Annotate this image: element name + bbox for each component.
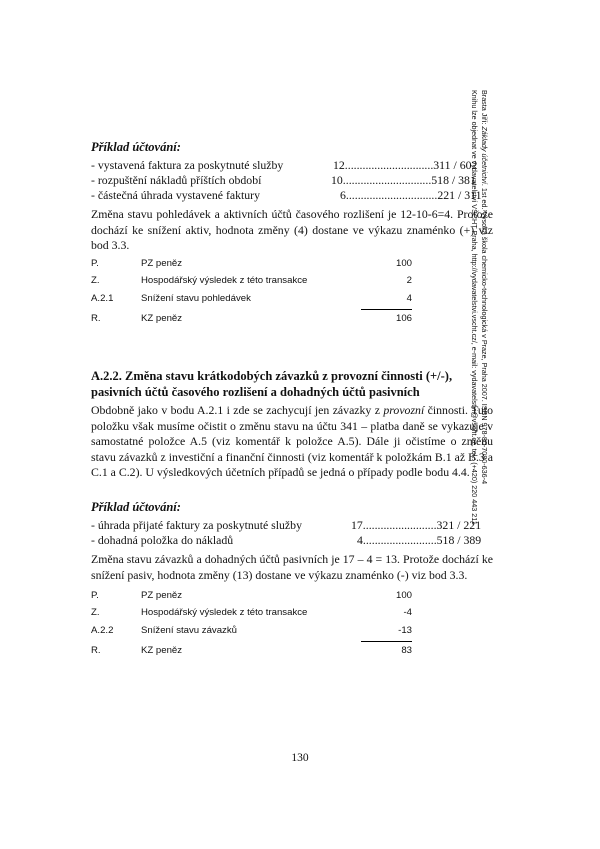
- paragraph-emphasis: provozní: [383, 403, 425, 417]
- citation-title: Základy účetnictví: [480, 126, 489, 184]
- entry-dots: ..............................: [344, 158, 434, 172]
- citation-publisher: . 1st ed. Vysoká škola chemicko-technologická v Praze, Praha 2007. ISBN 978-80-7080-636-4: [480, 183, 489, 485]
- row-value: 106: [395, 313, 412, 324]
- entry-accounts: 321 / 221: [436, 518, 482, 532]
- row-code: P.: [91, 590, 99, 601]
- example2-entry-1-ledger: [351, 518, 481, 533]
- row-description: KZ peněz: [141, 313, 183, 324]
- example1-entry-1-text: - vystavená faktura za poskytnuté služby: [91, 158, 284, 172]
- example2-entry-2-ledger: [357, 533, 481, 548]
- citation-line-1: [479, 90, 489, 525]
- entry-dots: .........................: [362, 518, 437, 532]
- row-value: 83: [401, 645, 412, 656]
- example1-entry-1-ledger: [333, 158, 477, 173]
- sum-rule: [361, 309, 412, 310]
- row-description: Snížení stavu závazků: [141, 625, 237, 636]
- example1-entry-2-text: - rozpuštění nákladů příštích období: [91, 173, 262, 187]
- entry-dots: ...............................: [345, 188, 438, 202]
- example1-entry-2-ledger: [331, 173, 476, 188]
- entry-accounts: 518 / 381: [431, 173, 476, 187]
- row-value: 4: [406, 293, 412, 304]
- example1-paragraph: Změna stavu pohledávek a aktivních účtů časového rozlišení je 12-10-6=4. Protože dochází ke snížení aktiv, hodnota změny (4) dostane ve výkazu znaménko (+) viz bod 3.3.: [91, 207, 493, 252]
- row-value: 100: [395, 590, 412, 601]
- entry-amount: 12: [333, 158, 345, 172]
- entry-dots: .........................: [362, 533, 437, 547]
- row-description: Snížení stavu pohledávek: [141, 293, 251, 304]
- entry-amount: 17: [351, 518, 363, 532]
- row-value: 100: [395, 258, 412, 269]
- sum-rule: [361, 641, 412, 642]
- row-description: Hospodářský výsledek z této transakce: [141, 607, 308, 618]
- page-number: 130: [291, 752, 309, 764]
- example2-cashflow-table: [91, 590, 412, 660]
- row-description: Hospodářský výsledek z této transakce: [141, 275, 308, 286]
- example1-heading: Příklad účtování:: [91, 140, 181, 154]
- table-row: [91, 625, 412, 639]
- row-code: R.: [91, 645, 101, 656]
- row-description: PZ peněz: [141, 590, 183, 601]
- citation-line-2: Knihu lze objednat ve vydavatelství VŠCHT Praha, http://vydavatelstvi.vscht.cz/, e-mail: vydavatelstvi@vscht.cz, tel.: (+420) 220 443 211: [470, 90, 480, 525]
- row-code: Z.: [91, 607, 100, 618]
- table-row: [91, 258, 412, 272]
- side-citation: [470, 90, 489, 525]
- example2-entry-2-text: - dohadná položka do nákladů: [91, 533, 234, 547]
- table-row: [91, 607, 412, 621]
- paragraph-start: Obdobně jako v bodu A.2.1 i zde se zachycují jen závazky z: [91, 403, 384, 417]
- example2-paragraph: Změna stavu závazků a dohadných účtů pasivních je 17 – 4 = 13. Protože dochází ke snížení pasiv, hodnota změny (13) dostane ve výkazu znaménko (-) viz bod 3.3.: [91, 552, 493, 582]
- example1-entry-3-ledger: [340, 188, 481, 203]
- entry-amount: 4: [357, 533, 363, 547]
- example1-cashflow-table: [91, 258, 412, 328]
- row-code: A.2.2: [91, 625, 114, 636]
- row-description: PZ peněz: [141, 258, 183, 269]
- citation-author: Brasta Jiří:: [480, 90, 489, 127]
- row-description: KZ peněz: [141, 645, 183, 656]
- entry-accounts: 311 / 602: [433, 158, 478, 172]
- entry-dots: ..............................: [342, 173, 432, 187]
- example2-entry-1-text: - úhrada přijaté faktury za poskytnuté služby: [91, 518, 302, 532]
- row-value: -4: [403, 607, 412, 618]
- row-value: -13: [398, 625, 412, 636]
- paragraph-rest: činnosti. Tuto položku však musíme očistit o změnu stavu na účtu 341 – platba daně se vykazuje v samostatné položce A.5 (viz komentář k položce A.5). Dále ji očistíme o změnu stavu závazků z investiční a finanční činnosti (viz komentář k položkám B.1 až B.3 a C.1 a C.2). U výsledkových účetních případů se jedná o případy podle bodu 4.4.: [91, 403, 493, 479]
- row-code: P.: [91, 258, 99, 269]
- entry-amount: 6: [340, 188, 346, 202]
- entry-amount: 10: [331, 173, 343, 187]
- entry-accounts: 518 / 389: [436, 533, 482, 547]
- table-row: [91, 293, 412, 307]
- example1-entry-3-text: - částečná úhrada vystavené faktury: [91, 188, 261, 202]
- row-code: A.2.1: [91, 293, 114, 304]
- section-title: A.2.2. Změna stavu krátkodobých závazků z provozní činnosti (+/-), pasivních účtů časového rozlišení a dohadných účtů pasivních: [91, 369, 453, 399]
- table-row: [91, 645, 412, 659]
- table-row: [91, 275, 412, 289]
- row-code: Z.: [91, 275, 100, 286]
- row-code: R.: [91, 313, 101, 324]
- section-paragraph: [91, 403, 493, 481]
- entry-accounts: 221 / 311: [437, 188, 482, 202]
- example2-heading: Příklad účtování:: [91, 500, 181, 514]
- table-row: [91, 313, 412, 327]
- table-row: [91, 590, 412, 604]
- row-value: 2: [406, 275, 412, 286]
